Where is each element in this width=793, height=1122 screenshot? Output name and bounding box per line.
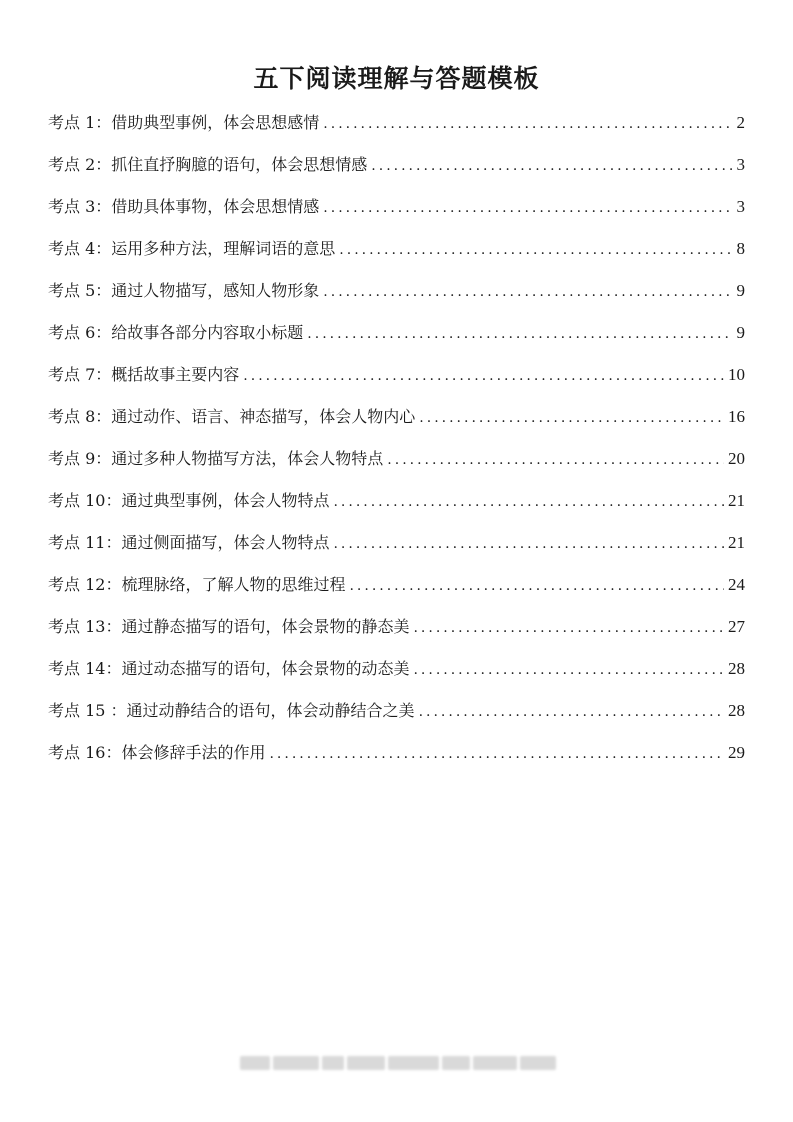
dot-leader [339,233,732,267]
toc-entry-title: 通过静态描写的语句，体会景物的静态美 [121,617,410,636]
toc-entry-page: 21 [728,491,745,510]
toc-entry-title: 通过动态描写的语句，体会景物的动态美 [121,659,410,678]
toc-entry-number: 考点 2： [48,155,112,174]
toc-entry-number: 考点 5： [48,281,112,300]
toc-entry[interactable] [48,106,745,148]
toc-entry-title: 概括故事主要内容 [111,365,240,384]
toc-entry-page: 3 [736,197,745,216]
toc-entry[interactable] [48,148,745,190]
blurred-watermark [240,1055,556,1071]
toc-entry-title: 通过人物描写，感知人物形象 [111,281,320,300]
dot-leader [243,359,724,393]
toc-entry-title: 抓住直抒胸臆的语句，体会思想情感 [111,155,368,174]
toc-entry[interactable] [48,694,745,736]
dot-leader [387,443,724,477]
toc-entry-page: 8 [736,239,745,258]
toc-entry-title: 借助具体事物，体会思想情感 [111,197,320,216]
toc-entry[interactable] [48,400,745,442]
table-of-contents [48,106,745,778]
toc-entry-page: 28 [728,659,745,678]
toc-entry-title: 运用多种方法，理解词语的意思 [111,239,336,258]
dot-leader [371,149,732,183]
toc-entry[interactable] [48,442,745,484]
toc-entry-page: 20 [728,449,745,468]
toc-entry[interactable] [48,568,745,610]
dot-leader [413,653,724,687]
toc-entry[interactable] [48,526,745,568]
toc-entry-page: 10 [728,365,745,384]
dot-leader [419,695,724,729]
toc-entry-number: 考点 13： [48,617,122,636]
toc-entry-number: 考点 4： [48,239,112,258]
toc-entry-number: 考点 14： [48,659,122,678]
dot-leader [269,737,724,771]
toc-entry-number: 考点 12： [48,575,122,594]
toc-entry-page: 27 [728,617,745,636]
toc-entry-page: 9 [736,281,745,300]
dot-leader [419,401,724,435]
toc-entry-number: 考点 10： [48,491,122,510]
dot-leader [333,485,724,519]
dot-leader [413,611,724,645]
toc-entry-title: 借助典型事例，体会思想感情 [111,113,320,132]
toc-entry-number: 考点 8： [48,407,112,426]
toc-entry[interactable] [48,274,745,316]
toc-entry-number: 考点 6： [48,323,112,342]
toc-entry[interactable] [48,190,745,232]
toc-entry-number: 考点 9： [48,449,112,468]
toc-entry-title: 梳理脉络，了解人物的思维过程 [121,575,346,594]
page-title: 五下阅读理解与答题模板 [253,64,540,93]
dot-leader [333,527,724,561]
toc-entry[interactable] [48,232,745,274]
toc-entry[interactable] [48,358,745,400]
toc-entry[interactable] [48,316,745,358]
dot-leader [307,317,732,351]
toc-entry[interactable] [48,736,745,778]
toc-entry-page: 29 [728,743,745,762]
toc-entry-page: 9 [736,323,745,342]
toc-entry[interactable] [48,610,745,652]
toc-entry-page: 24 [728,575,745,594]
toc-entry-number: 考点 11： [48,533,122,552]
toc-entry-title: 通过侧面描写，体会人物特点 [121,533,330,552]
toc-entry-number: 考点 3： [48,197,112,216]
dot-leader [349,569,724,603]
toc-entry-number: 考点 15 ： [48,701,127,720]
toc-entry-page: 28 [728,701,745,720]
dot-leader [323,191,732,225]
toc-entry-title: 通过动静结合的语句，体会动静结合之美 [126,701,415,720]
toc-entry-title: 通过多种人物描写方法，体会人物特点 [111,449,384,468]
toc-entry-title: 体会修辞手法的作用 [121,743,266,762]
toc-entry-number: 考点 16： [48,743,122,762]
toc-entry-number: 考点 7： [48,365,112,384]
toc-entry-title: 给故事各部分内容取小标题 [111,323,304,342]
toc-entry-title: 通过动作、语言、神态描写，体会人物内心 [111,407,416,426]
toc-entry[interactable] [48,484,745,526]
dot-leader [323,275,732,309]
toc-entry-title: 通过典型事例，体会人物特点 [121,491,330,510]
toc-entry[interactable] [48,652,745,694]
toc-entry-page: 2 [736,113,745,132]
dot-leader [323,107,732,141]
toc-entry-page: 16 [728,407,745,426]
toc-entry-page: 21 [728,533,745,552]
toc-entry-number: 考点 1： [48,113,112,132]
toc-entry-page: 3 [736,155,745,174]
